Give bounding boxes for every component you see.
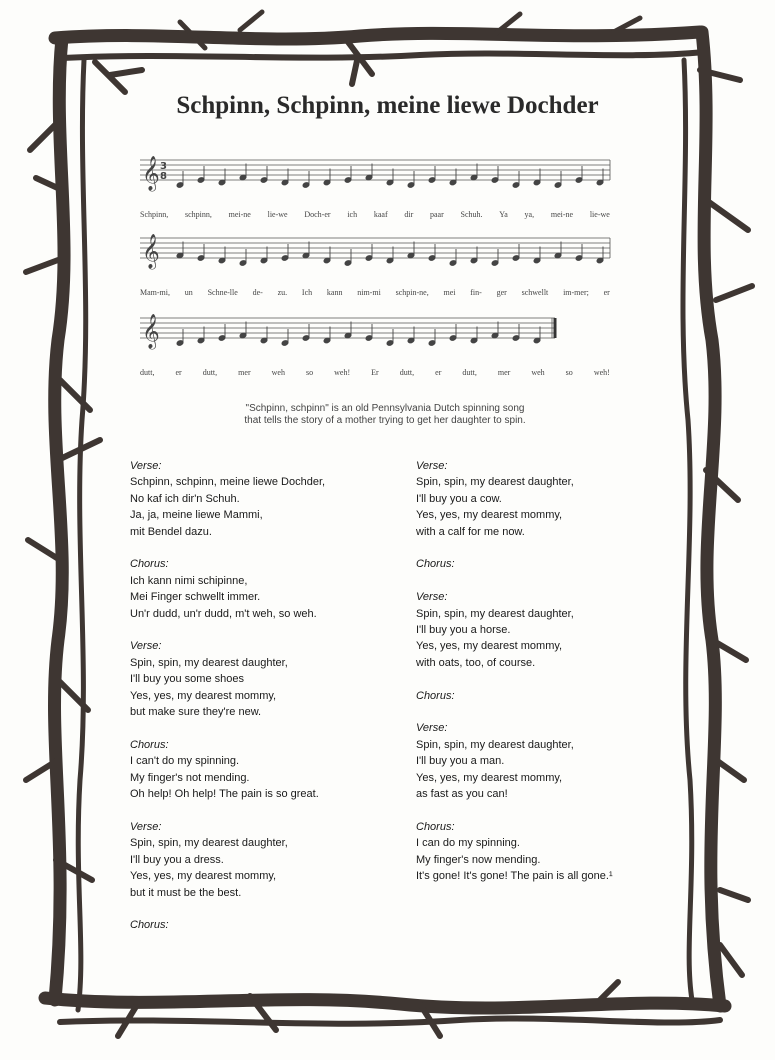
lyric-syllable: kaaf bbox=[373, 210, 388, 219]
lyric-line: Yes, yes, my dearest mommy, bbox=[130, 689, 277, 702]
lyric-syllable: un bbox=[184, 288, 193, 297]
lyric-syllable: lie-we bbox=[267, 210, 288, 219]
lyric-syllable: dutt, bbox=[399, 368, 415, 377]
lyric-line: I'll buy you a horse. bbox=[416, 624, 511, 637]
stanza bbox=[130, 556, 400, 622]
lyric-syllable: schpinn, bbox=[184, 210, 212, 219]
lyric-line: My finger's now mending. bbox=[416, 853, 541, 866]
stanza-label: Verse: bbox=[130, 460, 162, 472]
lyric-syllable: Ya bbox=[499, 210, 508, 219]
stanza bbox=[130, 737, 400, 803]
svg-text:3: 3 bbox=[160, 161, 167, 172]
stanza-label: Verse: bbox=[416, 460, 448, 472]
right-lyrics-column bbox=[416, 458, 676, 901]
lyric-line: with a calf for me now. bbox=[416, 525, 525, 538]
stanza-label: Chorus: bbox=[130, 919, 169, 932]
lyric-syllable: mei bbox=[443, 288, 456, 297]
stanza-label: Chorus: bbox=[416, 558, 455, 571]
lyric-line: Spin, spin, my dearest daughter, bbox=[130, 837, 288, 850]
lyric-syllable: dutt, bbox=[202, 368, 218, 377]
lyric-syllable: mer bbox=[497, 368, 511, 377]
left-lyrics-column bbox=[130, 458, 400, 950]
stanza-label: Verse: bbox=[416, 591, 448, 604]
lyric-line: Yes, yes, my dearest mommy, bbox=[416, 771, 563, 784]
lyric-syllable: Er bbox=[371, 368, 379, 377]
lyric-syllable: schpin-ne, bbox=[395, 288, 429, 297]
lyrics-row-1 bbox=[140, 210, 610, 219]
stanza-label: Chorus: bbox=[130, 738, 169, 751]
intro-line-2: that tells the story of a mother trying to get her daughter to spin. bbox=[244, 415, 526, 426]
lyric-syllable: Ich bbox=[301, 288, 313, 297]
lyric-syllable: er bbox=[435, 368, 442, 377]
song-title: Schpinn, Schpinn, meine liewe Dochder bbox=[176, 92, 599, 119]
stanza-label: Chorus: bbox=[416, 689, 455, 702]
svg-text:𝄞: 𝄞 bbox=[142, 314, 160, 349]
lyric-syllable: fin- bbox=[470, 288, 482, 297]
lyric-line: I'll buy you a cow. bbox=[416, 492, 502, 505]
lyric-line: Yes, yes, my dearest mommy, bbox=[416, 640, 563, 653]
lyric-syllable: weh! bbox=[334, 368, 351, 377]
lyric-syllable: er bbox=[603, 288, 610, 297]
lyrics-row-3 bbox=[140, 368, 610, 377]
lyric-line: Spin, spin, my dearest daughter, bbox=[416, 476, 574, 489]
svg-text:𝄞: 𝄞 bbox=[142, 156, 160, 191]
lyric-line: No kaf ich dir'n Schuh. bbox=[130, 492, 240, 505]
stanza bbox=[416, 819, 676, 885]
lyric-line: but make sure they're new. bbox=[130, 706, 262, 719]
sheet-music bbox=[140, 150, 620, 390]
lyric-line: mit Bendel dazu. bbox=[130, 525, 212, 538]
lyric-syllable: so bbox=[305, 368, 314, 377]
stanza bbox=[130, 458, 400, 540]
lyrics-row-2 bbox=[140, 288, 610, 297]
lyric-syllable: er bbox=[175, 368, 182, 377]
lyric-syllable: Schuh. bbox=[460, 210, 483, 219]
lyric-syllable: Schne-lle bbox=[207, 288, 238, 297]
stanza bbox=[130, 638, 400, 720]
lyric-line: as fast as you can! bbox=[416, 788, 508, 801]
lyric-syllable: dutt, bbox=[140, 368, 155, 377]
lyric-line: Spin, spin, my dearest daughter, bbox=[130, 656, 288, 669]
lyric-line: It's gone! It's gone! The pain is all gone.¹ bbox=[416, 870, 613, 883]
stanza bbox=[416, 720, 676, 802]
lyric-syllable: ger bbox=[496, 288, 507, 297]
stanza bbox=[416, 688, 676, 704]
lyric-syllable: so bbox=[565, 368, 573, 377]
lyric-line: Oh help! Oh help! The pain is so great. bbox=[130, 788, 319, 801]
stanza-label: Verse: bbox=[130, 640, 162, 653]
svg-text:8: 8 bbox=[160, 171, 167, 182]
lyric-line: Ich kann nimi schipinne, bbox=[130, 574, 248, 587]
stanza bbox=[416, 589, 676, 671]
lyric-syllable: mer bbox=[238, 368, 251, 377]
stanza bbox=[416, 556, 676, 572]
lyric-syllable: weh bbox=[271, 368, 285, 377]
stanza-label: Chorus: bbox=[416, 820, 455, 833]
lyric-syllable: Doch-er bbox=[304, 210, 331, 219]
lyric-line: I'll buy you some shoes bbox=[130, 673, 244, 686]
lyric-line: Spin, spin, my dearest daughter, bbox=[416, 738, 574, 751]
lyric-line: I'll buy you a dress. bbox=[130, 853, 224, 866]
lyric-syllable: im-mer; bbox=[563, 288, 589, 297]
lyric-line: Un'r dudd, un'r dudd, m't weh, so weh. bbox=[130, 607, 317, 620]
lyric-syllable: nim-mi bbox=[357, 288, 381, 297]
lyric-line: I can't do my spinning. bbox=[130, 755, 240, 768]
lyric-line: but it must be the best. bbox=[130, 886, 242, 899]
lyric-syllable: Schpinn, bbox=[140, 210, 169, 219]
lyric-syllable: weh bbox=[531, 368, 545, 377]
lyric-line: with oats, too, of course. bbox=[416, 656, 536, 669]
lyric-line: Spin, spin, my dearest daughter, bbox=[416, 607, 574, 620]
lyric-syllable: de- bbox=[252, 288, 263, 297]
lyric-line: I'll buy you a man. bbox=[416, 755, 505, 768]
lyric-line: Schpinn, schpinn, meine liewe Dochder, bbox=[130, 476, 326, 489]
lyric-line: Ja, ja, meine liewe Mammi, bbox=[130, 509, 263, 522]
lyric-syllable: ya, bbox=[524, 210, 535, 219]
intro-text bbox=[150, 403, 620, 427]
lyric-syllable: zu. bbox=[277, 288, 288, 297]
lyric-syllable: weh! bbox=[593, 368, 610, 377]
stanza-label: Verse: bbox=[416, 722, 448, 735]
lyric-syllable: ich bbox=[347, 210, 358, 219]
lyric-syllable: mei-ne bbox=[550, 210, 574, 219]
lyric-syllable: lie-we bbox=[589, 210, 610, 219]
stanza bbox=[130, 819, 400, 901]
stanza bbox=[416, 458, 676, 540]
stanza-label: Verse: bbox=[130, 820, 162, 833]
lyric-syllable: mei-ne bbox=[228, 210, 251, 219]
lyric-line: Mei Finger schwellt immer. bbox=[130, 591, 261, 604]
lyric-syllable: paar bbox=[430, 210, 444, 219]
lyric-line: Yes, yes, my dearest mommy, bbox=[416, 509, 563, 522]
lyric-line: I can do my spinning. bbox=[416, 837, 520, 850]
lyric-syllable: schwellt bbox=[521, 288, 549, 297]
lyric-syllable: Mam-mi, bbox=[140, 288, 170, 297]
lyric-syllable: dir bbox=[404, 210, 414, 219]
stanza-label: Chorus: bbox=[130, 558, 169, 571]
svg-text:𝄞: 𝄞 bbox=[142, 234, 160, 269]
lyric-syllable: kann bbox=[326, 288, 343, 297]
lyric-line: Yes, yes, my dearest mommy, bbox=[130, 870, 277, 883]
stanza bbox=[130, 917, 400, 933]
lyric-syllable: dutt, bbox=[462, 368, 477, 377]
lyric-line: My finger's not mending. bbox=[130, 771, 250, 784]
intro-line-1: "Schpinn, schpinn" is an old Pennsylvania Dutch spinning song bbox=[245, 403, 525, 414]
